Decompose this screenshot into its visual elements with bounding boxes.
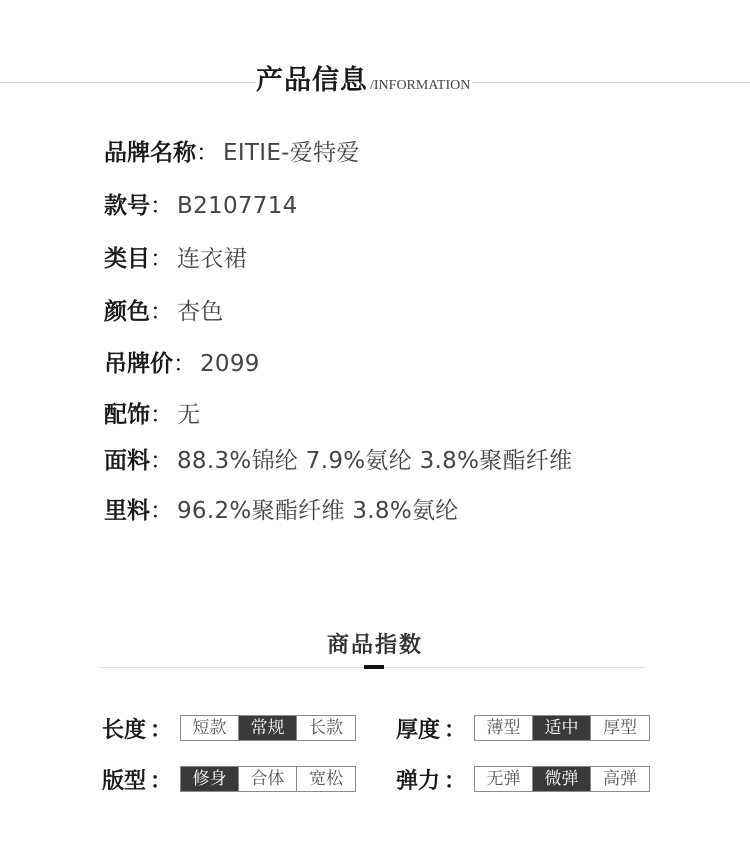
info-row-style-number	[104, 191, 298, 221]
info-row-brand	[104, 138, 360, 168]
info-colon: ：	[150, 448, 173, 474]
section-title: 产品信息	[256, 65, 368, 96]
meter-colon: ：	[150, 768, 173, 794]
meter-thickness	[396, 714, 650, 742]
info-key: 里料	[104, 498, 150, 524]
meter-option-selected: 微弹	[533, 767, 591, 791]
info-value: 杏色	[177, 299, 224, 325]
meter-label: 长度	[102, 717, 147, 743]
info-colon: ：	[150, 246, 173, 272]
info-colon: ：	[150, 193, 173, 219]
info-colon: ：	[150, 498, 173, 524]
info-row-lining	[104, 496, 459, 526]
meter-options	[474, 715, 650, 741]
meter-options	[180, 715, 356, 741]
info-key: 品牌名称	[104, 140, 196, 166]
info-row-fabric	[104, 446, 572, 476]
info-value: 无	[177, 402, 201, 428]
info-row-category	[104, 244, 247, 274]
info-key: 面料	[104, 448, 150, 474]
meter-length	[102, 714, 356, 742]
meter-option: 薄型	[475, 716, 533, 740]
meter-option-selected: 修身	[181, 767, 239, 791]
meter-colon: ：	[444, 717, 467, 743]
info-key: 款号	[104, 193, 150, 219]
meter-option-selected: 常规	[239, 716, 297, 740]
info-colon: ：	[196, 140, 219, 166]
index-accent-mark	[364, 665, 384, 669]
info-row-color	[104, 297, 224, 327]
info-value: 连衣裙	[177, 246, 247, 272]
index-title: 商品指数	[326, 633, 423, 658]
meter-option: 高弹	[591, 767, 649, 791]
info-value: 2099	[200, 351, 260, 377]
meter-options	[180, 766, 356, 792]
info-value: EITIE-爱特爱	[223, 140, 360, 166]
section-subtitle: /INFORMATION	[370, 78, 471, 93]
info-key: 配饰	[104, 402, 150, 428]
meter-option: 合体	[239, 767, 297, 791]
meter-elasticity	[396, 765, 650, 793]
info-key: 吊牌价	[104, 351, 173, 377]
info-colon: ：	[150, 402, 173, 428]
info-key: 颜色	[104, 299, 150, 325]
meter-label: 弹力	[396, 768, 441, 794]
meter-option: 长款	[297, 716, 355, 740]
meter-option: 无弹	[475, 767, 533, 791]
info-colon: ：	[173, 351, 196, 377]
meter-option: 宽松	[297, 767, 355, 791]
meter-option: 短款	[181, 716, 239, 740]
section-header	[256, 58, 472, 98]
meter-option-selected: 适中	[533, 716, 591, 740]
info-colon: ：	[150, 299, 173, 325]
meter-colon: ：	[150, 717, 173, 743]
meter-options	[474, 766, 650, 792]
meter-option: 厚型	[591, 716, 649, 740]
info-value: 96.2%聚酯纤维 3.8%氨纶	[177, 498, 459, 524]
info-value: 88.3%锦纶 7.9%氨纶 3.8%聚酯纤维	[177, 448, 573, 474]
meter-label: 版型	[102, 768, 147, 794]
meter-label: 厚度	[396, 717, 441, 743]
info-value: B2107714	[177, 193, 298, 219]
info-key: 类目	[104, 246, 150, 272]
info-row-accessories	[104, 400, 200, 430]
meter-colon: ：	[444, 768, 467, 794]
info-row-price	[104, 349, 260, 379]
meter-fit	[102, 765, 356, 793]
